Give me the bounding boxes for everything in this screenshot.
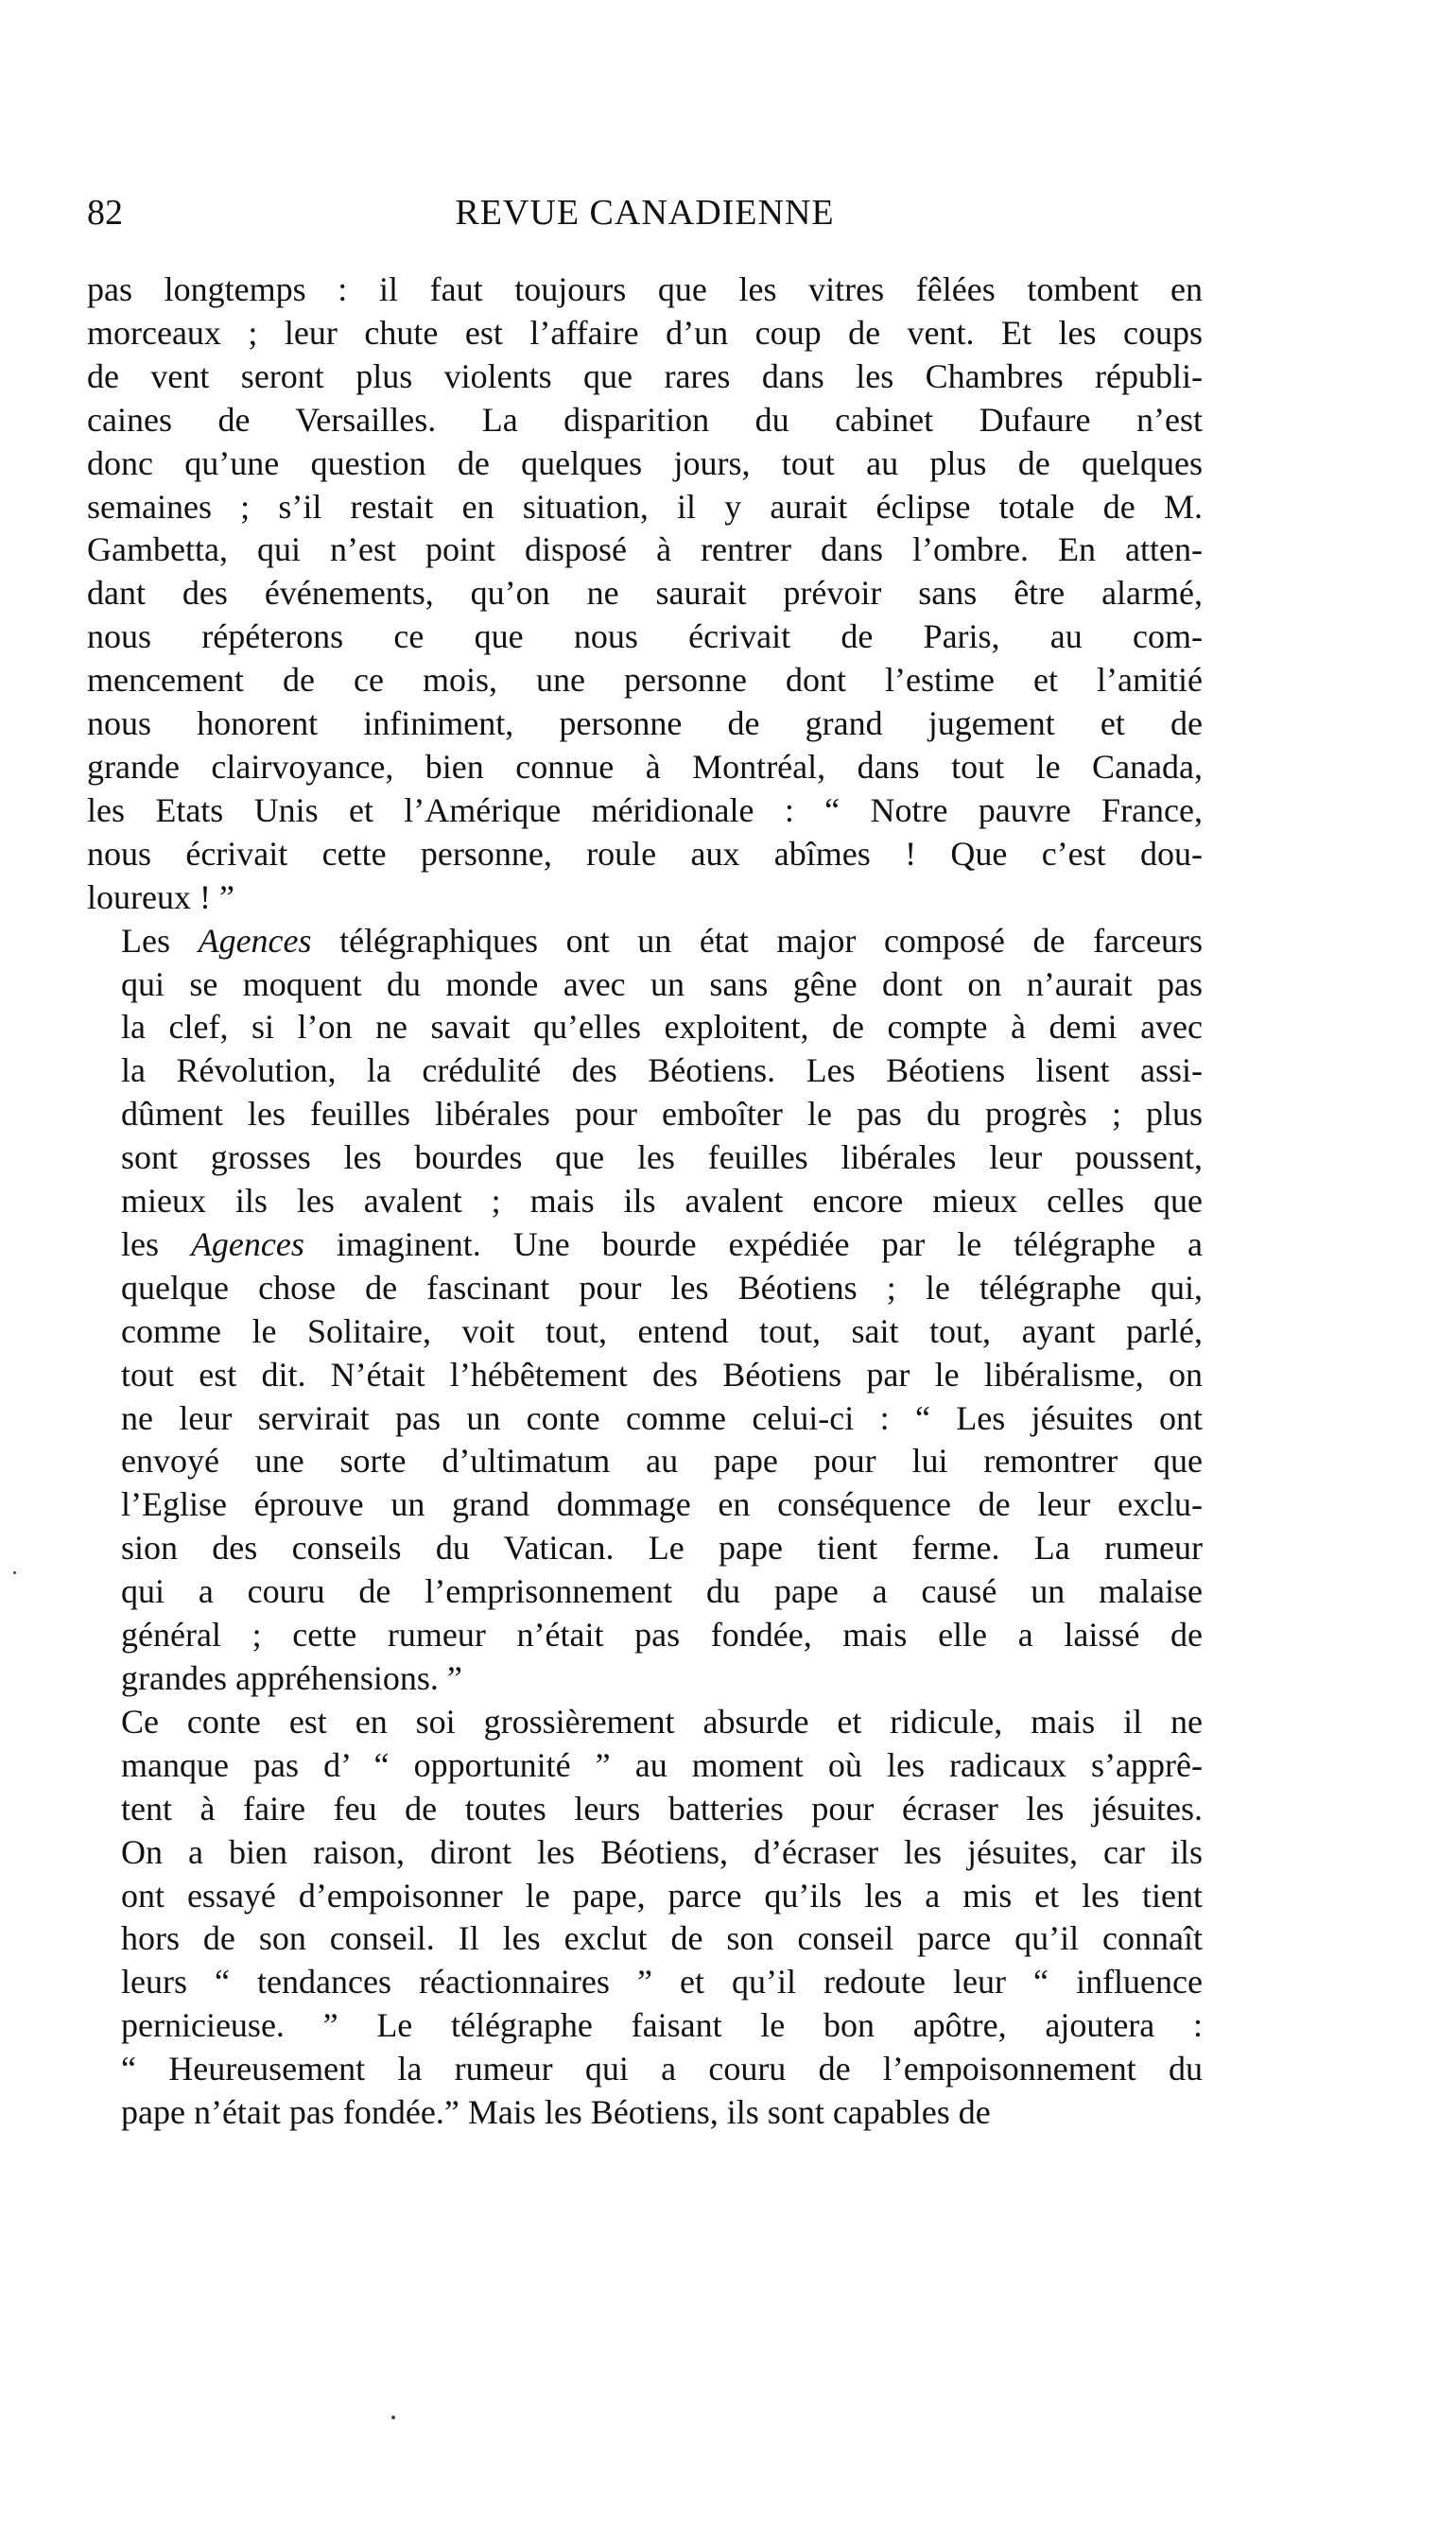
text-line: sion des conseils du Vatican. Le pape tient ferme. La rumeur [121, 1529, 1203, 1568]
text-line: pas longtemps : il faut toujours que les vitres fêlées tombent en [87, 270, 1203, 308]
text-line: qui se moquent du monde avec un sans gêne dont on n’aurait pas [121, 964, 1203, 1003]
text-line: pape n’était pas fondée.” Mais les Béotiens, ils sont capables de [121, 2093, 991, 2132]
text-line: On a bien raison, diront les Béotiens, d’écraser les jésuites, car ils [121, 1832, 1203, 1871]
text-line: quelque chose de fascinant pour les Béotiens ; le télégraphe qui, [121, 1268, 1203, 1307]
text-line: de vent seront plus violents que rares dans les Chambres républi- [87, 356, 1203, 395]
text-line: mencement de ce mois, une personne dont l’estime et l’amitié [87, 661, 1203, 700]
text-line: donc qu’une question de quelques jours, tout au plus de quelques [87, 443, 1203, 482]
italic-word: Agences [198, 921, 312, 960]
text-line: mieux ils les avalent ; mais ils avalent encore mieux celles que [121, 1182, 1203, 1221]
italic-word: Agences [190, 1224, 304, 1263]
text-line: les Agences imaginent. Une bourde expédiée par le télégraphe a [121, 1224, 1204, 1263]
text-line: caines de Versailles. La disparition du cabinet Dufaure n’est [87, 400, 1203, 439]
page-number: 82 [87, 193, 123, 233]
print-speck [391, 2416, 395, 2419]
text-line: les Etats Unis et l’Amérique méridionale : “ Notre pauvre France, [87, 790, 1203, 829]
body-text [87, 269, 1203, 2135]
text-line: tout est dit. N’était l’hébêtement des Béotiens par le libéralisme, on [121, 1355, 1203, 1394]
text-line: la clef, si l’on ne savait qu’elles exploitent, de compte à demi avec [121, 1008, 1203, 1047]
text-line: envoyé une sorte d’ultimatum au pape pour lui remontrer que [121, 1442, 1203, 1481]
text-line: qui a couru de l’emprisonnement du pape a causé un malaise [121, 1572, 1203, 1611]
paragraph [87, 920, 1203, 1701]
text-line: l’Eglise éprouve un grand dommage en conséquence de leur exclu- [121, 1485, 1203, 1524]
text-line: grande clairvoyance, bien connue à Montréal, dans tout le Canada, [87, 747, 1203, 786]
paragraph [87, 269, 1203, 920]
paragraph [87, 1701, 1203, 2135]
text-line: général ; cette rumeur n’était pas fondée, mais elle a laissé de [121, 1616, 1203, 1655]
text-line: la Révolution, la crédulité des Béotiens. Les Béotiens lisent assi- [121, 1051, 1203, 1090]
text-line: ne leur servirait pas un conte comme celui-ci : “ Les jésuites ont [121, 1398, 1203, 1437]
text-line: Les Agences télégraphiques ont un état major composé de farceurs [121, 921, 1203, 960]
text-line: dant des événements, qu’on ne saurait prévoir sans être alarmé, [87, 574, 1203, 613]
text-line: dûment les feuilles libérales pour emboîter le pas du progrès ; plus [121, 1095, 1203, 1134]
text-line: leurs “ tendances réactionnaires ” et qu’il redoute leur “ influence [121, 1963, 1203, 2001]
text-line: tent à faire feu de toutes leurs batteries pour écraser les jésuites. [121, 1789, 1203, 1828]
text-line: loureux ! ” [87, 877, 234, 916]
text-line: morceaux ; leur chute est l’affaire d’un coup de vent. Et les coups [87, 313, 1203, 352]
print-speck [13, 1571, 16, 1574]
text-line: manque pas d’ “ opportunité ” au moment où les radicaux s’apprê- [121, 1745, 1203, 1784]
text-line: nous honorent infiniment, personne de grand jugement et de [87, 704, 1203, 743]
journal-title: REVUE CANADIENNE [455, 193, 835, 233]
book-page [87, 189, 1203, 2135]
text-line: “ Heureusement la rumeur qui a couru de l’empoisonnement du [121, 2050, 1203, 2088]
text-line: nous répéterons ce que nous écrivait de Paris, au com- [87, 617, 1203, 656]
text-line: pernicieuse. ” Le télégraphe faisant le bon apôtre, ajoutera : [121, 2006, 1203, 2045]
text-line: Gambetta, qui n’est point disposé à rentrer dans l’ombre. En atten- [87, 530, 1203, 569]
running-head [87, 189, 1203, 236]
text-line: comme le Solitaire, voit tout, entend tout, sait tout, ayant parlé, [121, 1311, 1203, 1350]
text-line: sont grosses les bourdes que les feuilles libérales leur poussent, [121, 1138, 1203, 1177]
text-line: hors de son conseil. Il les exclut de son conseil parce qu’il connaît [121, 1919, 1203, 1958]
text-line: nous écrivait cette personne, roule aux abîmes ! Que c’est dou- [87, 834, 1203, 873]
text-line: ont essayé d’empoisonner le pape, parce qu’ils les a mis et les tient [121, 1876, 1203, 1915]
text-line: semaines ; s’il restait en situation, il y aurait éclipse totale de M. [87, 487, 1203, 526]
text-line: Ce conte est en soi grossièrement absurde et ridicule, mais il ne [121, 1702, 1203, 1741]
text-line: grandes appréhensions. ” [121, 1659, 462, 1697]
